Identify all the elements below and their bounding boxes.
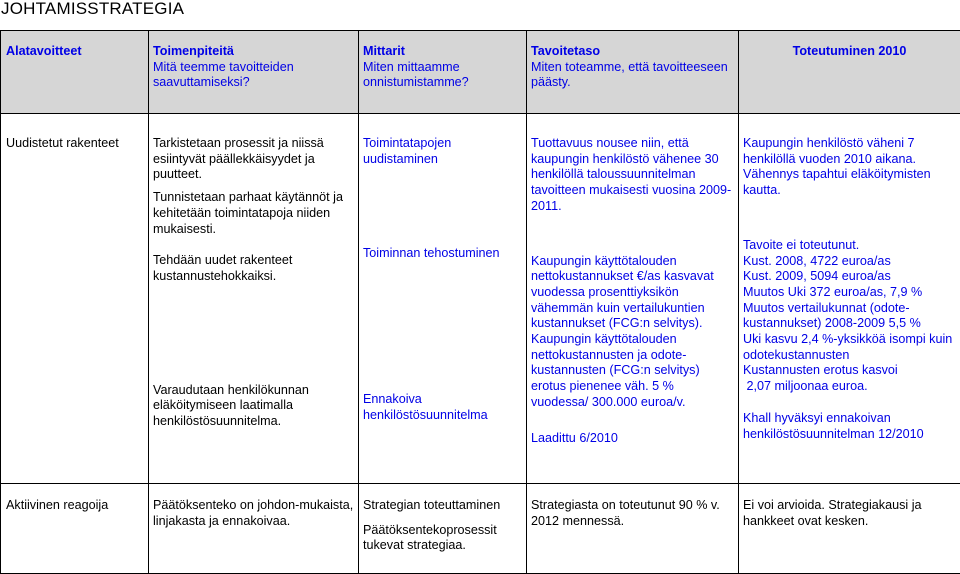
header-subtitle: Miten toteamme, että tavoitteeseen päästy.	[531, 59, 728, 90]
goal-text: Aktiivinen reagoija	[6, 498, 109, 512]
metric-item: Toiminnan tehostuminen	[363, 246, 500, 261]
target-item: Strategiasta on toteutunut 90 % v. 2012 mennessä.	[531, 498, 720, 528]
realization-line: Kustannusten erotus kasvoi	[743, 363, 898, 378]
header-cell-metrics	[359, 31, 527, 114]
realization-cell	[739, 484, 960, 574]
header-title: Toimenpiteitä	[153, 44, 234, 58]
table-row-reactive	[1, 484, 960, 574]
header-cell-realization	[739, 31, 960, 114]
actions-cell	[149, 114, 359, 484]
table-row-structures	[1, 114, 960, 484]
realization-line: Muutos vertailukunnat (odote-kustannukset) 2008-2009 5,5 %	[743, 300, 921, 331]
action-item: Tehdään uudet rakenteet kustannustehokkaiksi.	[153, 253, 293, 283]
realization-line: Kust. 2008, 4722 euroa/as	[743, 253, 891, 268]
header-title: Mittarit	[363, 44, 405, 58]
strategy-table	[0, 30, 960, 574]
metric-item: Ennakoiva henkilöstösuunnitelma	[363, 392, 488, 422]
realization-line: Kust. 2009, 5094 euroa/as	[743, 269, 891, 284]
target-item: Kaupungin käyttötalouden nettokustannukset €/as kasvavat vuodessa prosenttiyksikön vähemmän kuin vertailukuntien kustannukset (FCG:n selvitys). Kaupungin käyttötalouden nettokustannusten ja odote-kustannusten (FCG:n selvitys) erotus pienenee väh. 5 % vuodessa/ 300.000 euroa/v.	[531, 253, 714, 409]
metrics-cell	[359, 114, 527, 484]
header-title: Toteutuminen 2010	[792, 44, 907, 58]
realization-item: Kaupungin henkilöstö väheni 7 henkilöllä vuoden 2010 aikana. Vähennys tapahtui eläköitymisten kautta.	[743, 136, 931, 198]
goal-cell	[1, 484, 149, 574]
action-item: Tarkistetaan prosessit ja niissä esiintyvät päällekkäisyydet ja puutteet.	[153, 136, 324, 182]
action-item: Tunnistetaan parhaat käytännöt ja kehitetään toimintatapoja niiden mukaisesti.	[153, 190, 343, 236]
header-row	[1, 31, 960, 114]
metrics-cell	[359, 484, 527, 574]
target-item: Laadittu 6/2010	[531, 430, 618, 445]
actions-cell	[149, 484, 359, 574]
realization-line: Uki kasvu 2,4 %-yksikköä isompi kuin odotekustannusten	[743, 332, 953, 362]
target-cell	[527, 484, 739, 574]
realization-line: Tavoite ei toteutunut.	[743, 237, 860, 252]
header-title: Tavoitetaso	[531, 44, 601, 58]
target-item: Tuottavuus nousee niin, että kaupungin henkilöstö vähenee 30 henkilöllä taloussuunnitelman tavoitteen mukaisesti vuosina 2009-2011.	[531, 136, 732, 213]
metric-item: Päätöksentekoprosessit tukevat strategiaa.	[363, 522, 497, 553]
header-title: Alatavoitteet	[6, 44, 82, 58]
target-cell	[527, 114, 739, 484]
metric-item: Toimintatapojen uudistaminen	[363, 136, 452, 166]
metric-item: Strategian toteuttaminen	[363, 498, 501, 512]
header-cell-goals	[1, 31, 149, 114]
realization-line: 2,07 miljoonaa euroa.	[743, 379, 868, 394]
header-cell-target	[527, 31, 739, 114]
header-cell-actions	[149, 31, 359, 114]
goal-cell	[1, 114, 149, 484]
page-title: JOHTAMISSTRATEGIA	[1, 0, 185, 18]
realization-cell	[739, 114, 960, 484]
realization-item: Ei voi arvioida. Strategiakausi ja hankkeet ovat kesken.	[743, 498, 922, 528]
realization-item: Khall hyväksyi ennakoivan henkilöstösuunnitelman 12/2010	[743, 410, 924, 441]
action-item: Varaudutaan henkilökunnan eläköitymiseen laatimalla henkilöstösuunnitelma.	[153, 382, 309, 429]
header-subtitle: Miten mittaamme onnistumistamme?	[363, 59, 469, 90]
action-item: Päätöksenteko on johdon-mukaista, linjakasta ja ennakoivaa.	[153, 498, 354, 528]
goal-text: Uudistetut rakenteet	[6, 136, 119, 150]
header-subtitle: Mitä teemme tavoitteiden saavuttamiseksi?	[153, 59, 294, 90]
realization-line: Muutos Uki 372 euroa/as, 7,9 %	[743, 284, 923, 299]
